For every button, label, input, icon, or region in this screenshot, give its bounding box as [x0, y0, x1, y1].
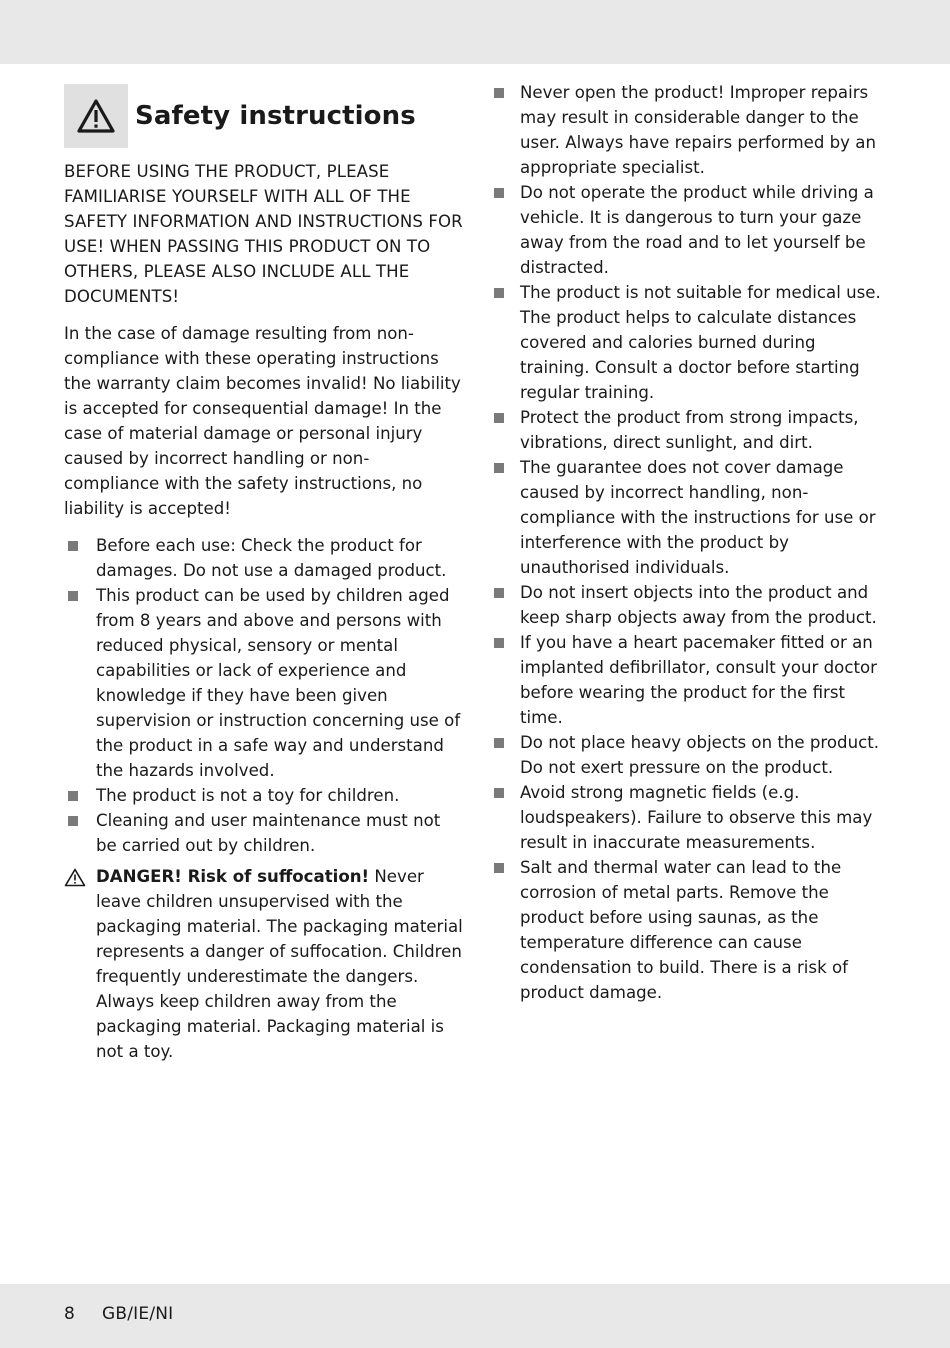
list-item: The product is not a toy for children.: [64, 783, 464, 808]
list-item: The guarantee does not cover damage caused by incorrect handling, non-compliance with the instructions for use or interference with the product by unauthorised individuals.: [490, 455, 890, 580]
list-item: Do not place heavy objects on the product. Do not exert pressure on the product.: [490, 730, 890, 780]
list-item: If you have a heart pacemaker fitted or an implanted defibrillator, consult your doctor before wearing the product for the first time.: [490, 630, 890, 730]
square-bullet-icon: [490, 855, 520, 1005]
list-item: Never open the product! Improper repairs may result in considerable danger to the user. Always have repairs performed by an appropriate specialist.: [490, 80, 890, 180]
page-number: 8: [64, 1304, 76, 1324]
danger-text: Never leave children unsupervised with the packaging material. The packaging material represents a danger of suffocation. Children frequently underestimate the dangers. Always keep children away from the packaging material. Packaging material is not a toy.: [96, 867, 463, 1061]
danger-label: DANGER! Risk of suffocation!: [96, 867, 370, 886]
square-bullet-icon: [64, 783, 96, 808]
right-column: [490, 80, 890, 1005]
square-bullet-icon: [490, 405, 520, 455]
list-item: Do not insert objects into the product and keep sharp objects away from the product.: [490, 580, 890, 630]
list-item: Cleaning and user maintenance must not be carried out by children.: [64, 808, 464, 858]
left-column: [64, 84, 464, 1064]
page-footer: [64, 1304, 173, 1324]
list-item: Salt and thermal water can lead to the corrosion of metal parts. Remove the product before using saunas, as the temperature difference can cause condensation to build. There is a risk of product damage.: [490, 855, 890, 1005]
square-bullet-icon: [64, 583, 96, 783]
square-bullet-icon: [490, 780, 520, 855]
square-bullet-icon: [490, 280, 520, 405]
square-bullet-icon: [490, 455, 520, 580]
danger-notice: [64, 864, 464, 1064]
list-item: The product is not suitable for medical use. The product helps to calculate distances covered and calories burned during training. Consult a doctor before starting regular training.: [490, 280, 890, 405]
square-bullet-icon: [490, 630, 520, 730]
section-heading: [64, 84, 464, 148]
liability-paragraph: In the case of damage resulting from non-compliance with these operating instructions the warranty claim becomes invalid! No liability is accepted for consequential damage! In the case of material damage or personal injury caused by incorrect handling or non-compliance with the safety instructions, no liability is accepted!: [64, 324, 461, 518]
page-title: Safety instructions: [135, 101, 416, 131]
left-bullet-list: [64, 533, 464, 858]
square-bullet-icon: [490, 180, 520, 280]
list-item: Protect the product from strong impacts, vibrations, direct sunlight, and dirt.: [490, 405, 890, 455]
list-item: This product can be used by children aged from 8 years and above and persons with reduced physical, sensory or mental capabilities or lack of experience and knowledge if they have been given supervision or instruction concerning use of the product in a safe way and understand the hazards involved.: [64, 583, 464, 783]
square-bullet-icon: [490, 80, 520, 180]
list-item: Do not operate the product while driving a vehicle. It is dangerous to turn your gaze away from the road and to let yourself be distracted.: [490, 180, 890, 280]
region-code: GB/IE/NI: [102, 1304, 174, 1324]
caps-warning-paragraph: BEFORE USING THE PRODUCT, PLEASE FAMILIARISE YOURSELF WITH ALL OF THE SAFETY INFORMATION AND INSTRUCTIONS FOR USE! WHEN PASSING THIS PRODUCT ON TO OTHERS, PLEASE ALSO INCLUDE ALL THE DOCUMENTS!: [64, 162, 463, 306]
square-bullet-icon: [490, 730, 520, 780]
warning-triangle-icon: [64, 84, 128, 148]
header-band: [0, 0, 950, 64]
warning-triangle-icon: [64, 864, 96, 1064]
square-bullet-icon: [64, 808, 96, 858]
list-item: Avoid strong magnetic fields (e.g. loudspeakers). Failure to observe this may result in inaccurate measurements.: [490, 780, 890, 855]
square-bullet-icon: [64, 533, 96, 583]
square-bullet-icon: [490, 580, 520, 630]
right-bullet-list: [490, 80, 890, 1005]
list-item: Before each use: Check the product for damages. Do not use a damaged product.: [64, 533, 464, 583]
